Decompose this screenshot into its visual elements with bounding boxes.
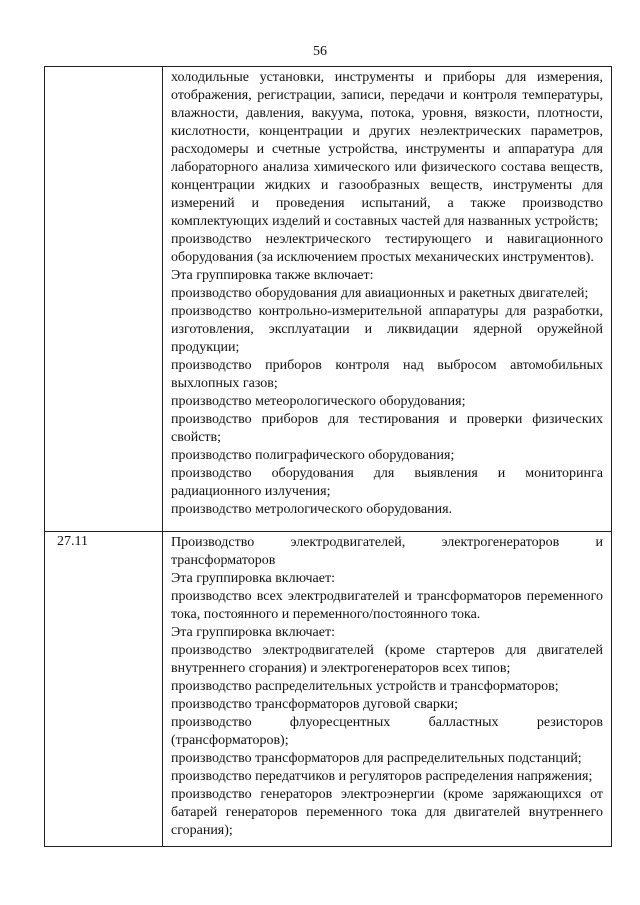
paragraph: производство электродвигателей (кроме стартеров для двигателей внутреннего сгорания) и электрогенераторов всех типов; [171, 643, 603, 676]
table-row [45, 67, 612, 532]
paragraph: производство метрологического оборудования. [171, 502, 453, 517]
paragraph: производство контрольно-измерительной аппаратуры для разработки, изготовления, эксплуатации и ликвидации ядерной оружейной продукции; [171, 304, 603, 355]
paragraph: Эта группировка включает: [171, 571, 335, 586]
table-row [45, 532, 612, 847]
paragraph: производство трансформаторов для распределительных подстанций; [171, 751, 582, 766]
section-title: Производство электродвигателей, электрогенераторов и трансформаторов [171, 535, 603, 568]
paragraph: производство всех электродвигателей и трансформаторов переменного тока, постоянного и переменного/постоянного тока. [171, 589, 603, 622]
paragraph: производство трансформаторов дуговой сварки; [171, 697, 459, 712]
paragraph: производство приборов для тестирования и проверки физических свойств; [171, 412, 603, 445]
paragraph: Эта группировка включает: [171, 625, 335, 640]
description-cell [163, 532, 612, 847]
paragraph: производство полиграфического оборудования; [171, 448, 455, 463]
description-cell [163, 67, 612, 532]
paragraph: производство флуоресцентных балластных резисторов (трансформаторов); [171, 715, 603, 748]
code-cell: 27.11 [45, 532, 163, 847]
paragraph: производство передатчиков и регуляторов распределения напряжения; [171, 769, 593, 784]
paragraph: производство распределительных устройств и трансформаторов; [171, 679, 559, 694]
paragraph: Эта группировка также включает: [171, 268, 374, 283]
paragraph: производство оборудования для авиационных и ракетных двигателей; [171, 286, 589, 301]
paragraph: производство приборов контроля над выбросом автомобильных выхлопных газов; [171, 358, 603, 391]
paragraph: производство оборудования для выявления и мониторинга радиационного излучения; [171, 466, 603, 499]
paragraph: холодильные установки, инструменты и приборы для измерения, отображения, регистрации, записи, передачи и контроля температуры, влажности, давления, вакуума, потока, уровня, вязкости, плотности, кислотности, концентрации и других неэлектрических параметров, расходомеры и счетные устройства, инструменты и аппаратура для лабораторного анализа химического или физического состава веществ, концентрации жидких и газообразных веществ, инструменты для измерений и проведения испытаний, а также производство комплектующих изделий и составных частей для названных устройств; [171, 70, 603, 229]
paragraph: производство неэлектрического тестирующего и навигационного оборудования (за исключением простых механических инструментов). [171, 232, 603, 265]
code-cell [45, 67, 163, 532]
classification-table [44, 66, 612, 847]
paragraph: производство метеорологического оборудования; [171, 394, 466, 409]
paragraph: производство генераторов электроэнергии (кроме заряжающихся от батарей генераторов переменного тока для двигателей внутреннего сгорания); [171, 787, 603, 838]
page-number: 56 [313, 44, 327, 59]
